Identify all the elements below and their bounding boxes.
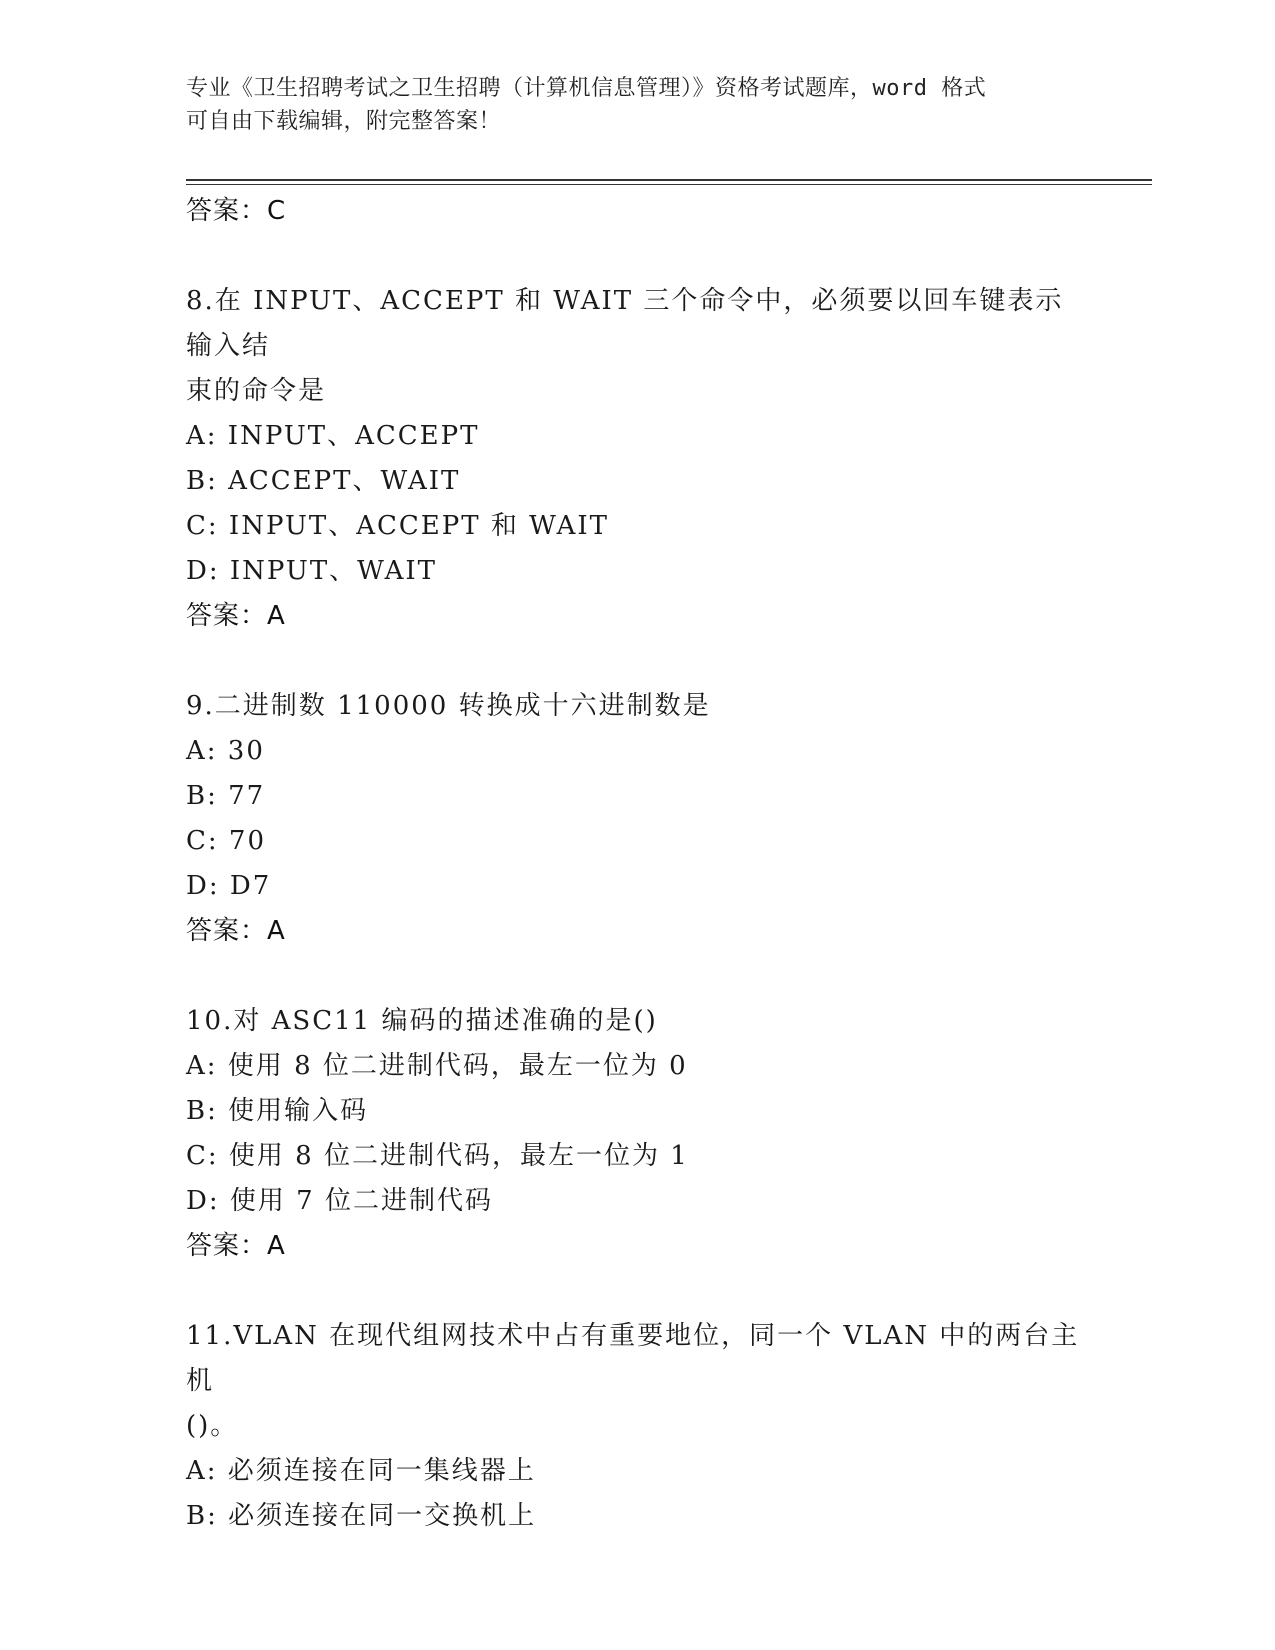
header-line-2: 可自由下载编辑，附完整答案！ bbox=[186, 109, 502, 134]
question-9-option-d: D: D7 bbox=[186, 871, 272, 901]
spacer bbox=[186, 1268, 1086, 1314]
question-9-option-c: C: 70 bbox=[186, 826, 267, 856]
question-10-option-a: A: 使用 8 位二进制代码，最左一位为 0 bbox=[186, 1051, 688, 1081]
document-body bbox=[186, 189, 1086, 1539]
question-11-option-b: B: 必须连接在同一交换机上 bbox=[186, 1501, 537, 1531]
question-9-option-a: A: 30 bbox=[186, 736, 265, 766]
spacer bbox=[186, 638, 1086, 684]
question-8-option-b: B: ACCEPT、WAIT bbox=[186, 466, 461, 496]
spacer bbox=[186, 233, 1086, 279]
question-8-text-line-2: 束的命令是 bbox=[186, 376, 327, 406]
question-11-text-line-2: ()。 bbox=[186, 1411, 239, 1441]
question-block-9 bbox=[186, 684, 1086, 953]
question-8-answer: 答案：A bbox=[186, 601, 286, 631]
header-divider-thin bbox=[186, 184, 1152, 185]
question-block-10 bbox=[186, 999, 1086, 1268]
question-9-answer: 答案：A bbox=[186, 916, 286, 946]
question-11-text-line-1: 11.VLAN 在现代组网技术中占有重要地位，同一个 VLAN 中的两台主机 bbox=[186, 1321, 1080, 1396]
header-line-1: 专业《卫生招聘考试之卫生招聘（计算机信息管理）》资格考试题库，word 格式 bbox=[186, 76, 987, 101]
question-9-option-b: B: 77 bbox=[186, 781, 266, 811]
question-10-answer: 答案：A bbox=[186, 1231, 286, 1261]
question-8-option-d: D: INPUT、WAIT bbox=[186, 556, 437, 586]
previous-answer: 答案：C bbox=[186, 196, 287, 226]
question-8-text-line-1: 8.在 INPUT、ACCEPT 和 WAIT 三个命令中，必须要以回车键表示输入结 bbox=[186, 286, 1064, 361]
document-header bbox=[186, 72, 1086, 138]
question-10-option-d: D: 使用 7 位二进制代码 bbox=[186, 1186, 493, 1216]
spacer bbox=[186, 953, 1086, 999]
question-11-option-a: A: 必须连接在同一集线器上 bbox=[186, 1456, 536, 1486]
question-block-8 bbox=[186, 279, 1086, 638]
question-9-text: 9.二进制数 110000 转换成十六进制数是 bbox=[186, 691, 711, 721]
header-divider-thick bbox=[186, 179, 1152, 181]
question-block-11 bbox=[186, 1314, 1086, 1539]
question-10-option-b: B: 使用输入码 bbox=[186, 1096, 369, 1126]
question-10-option-c: C: 使用 8 位二进制代码，最左一位为 1 bbox=[186, 1141, 689, 1171]
question-8-option-c: C: INPUT、ACCEPT 和 WAIT bbox=[186, 511, 609, 541]
question-8-option-a: A: INPUT、ACCEPT bbox=[186, 421, 480, 451]
question-10-text: 10.对 ASC11 编码的描述准确的是() bbox=[186, 1006, 658, 1036]
